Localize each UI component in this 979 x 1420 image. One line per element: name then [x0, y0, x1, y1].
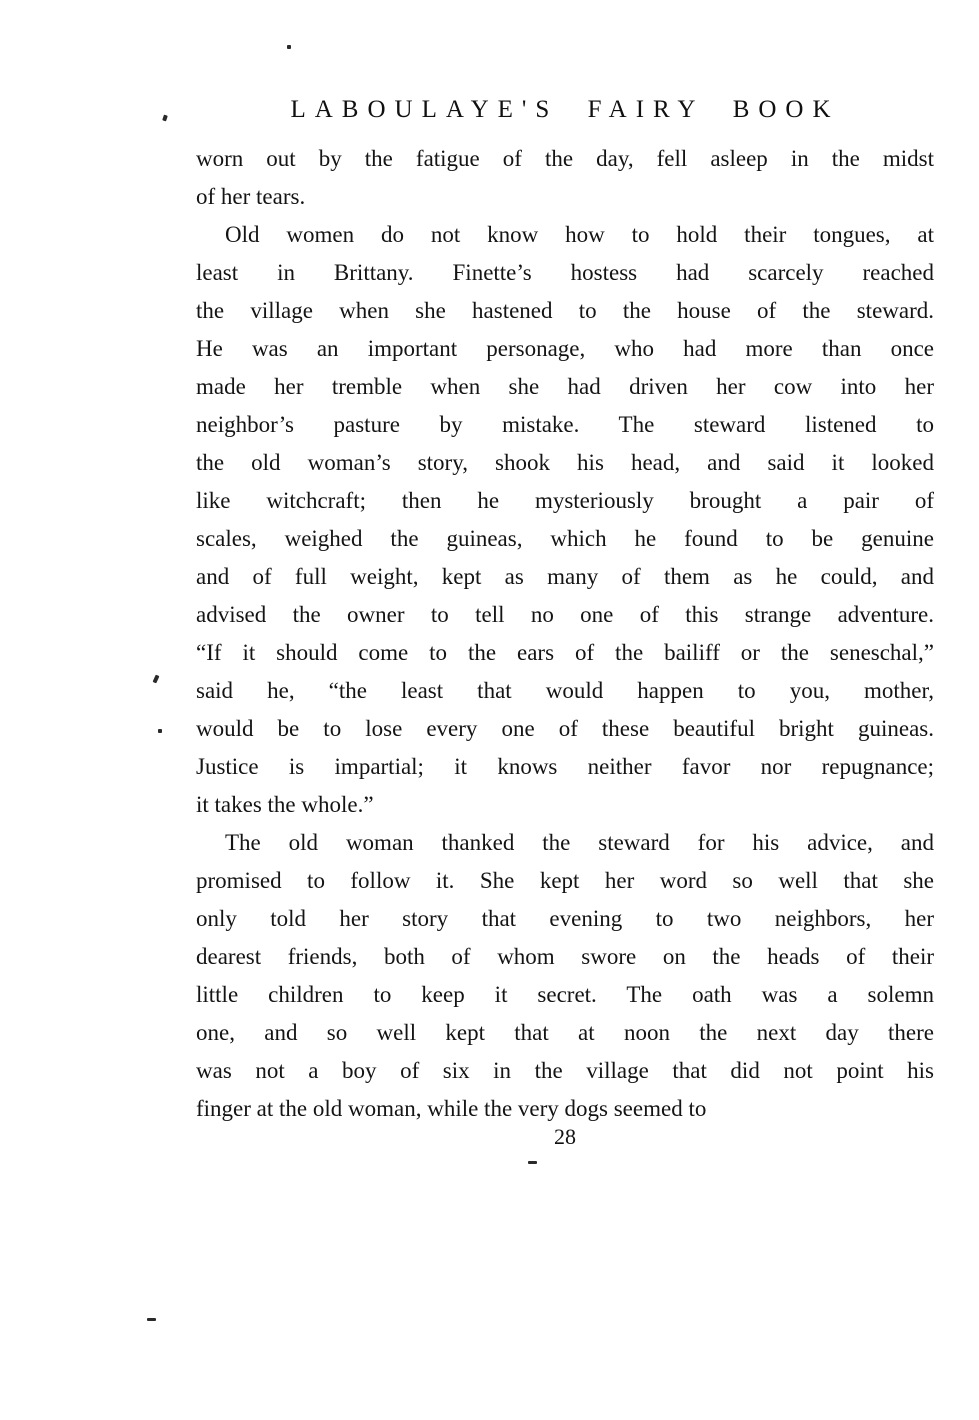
running-head: LABOULAYE'S FAIRY BOOK [290, 96, 840, 123]
text-line: neighbor’s pasture by mistake. The steward listened to [196, 412, 934, 437]
scan-speck [287, 45, 291, 49]
body-text [196, 140, 934, 1128]
text-line: least in Brittany. Finette’s hostess had scarcely reached [196, 260, 934, 285]
text-line: would be to lose every one of these beautiful bright guineas. [196, 716, 934, 741]
text-line: Justice is impartial; it knows neither favor nor repugnance; [196, 754, 934, 779]
text-line: made her tremble when she had driven her cow into her [196, 374, 934, 399]
text-line: He was an important personage, who had more than once [196, 336, 934, 361]
text-line: dearest friends, both of whom swore on the heads of their [196, 944, 934, 969]
scan-speck [153, 675, 160, 684]
text-line: promised to follow it. She kept her word so well that she [196, 868, 934, 893]
text-line: of her tears. [196, 184, 306, 209]
text-line: Old women do not know how to hold their tongues, at [225, 222, 934, 247]
text-line: advised the owner to tell no one of this strange adventure. [196, 602, 934, 627]
scan-speck [158, 729, 162, 733]
text-line: one, and so well kept that at noon the next day there [196, 1020, 934, 1045]
page-number: 28 [554, 1124, 576, 1149]
text-line: scales, weighed the guineas, which he found to be genuine [196, 526, 934, 551]
text-line: was not a boy of six in the village that did not point his [196, 1058, 934, 1083]
text-line: said he, “the least that would happen to you, mother, [196, 678, 934, 703]
scan-speck [528, 1161, 537, 1164]
text-line: only told her story that evening to two neighbors, her [196, 906, 934, 931]
text-line: it takes the whole.” [196, 792, 374, 817]
text-line: like witchcraft; then he mysteriously brought a pair of [196, 488, 934, 513]
text-line: The old woman thanked the steward for his advice, and [225, 830, 934, 855]
scan-speck [147, 1318, 156, 1321]
text-line: finger at the old woman, while the very dogs seemed to [196, 1096, 707, 1121]
text-line: “If it should come to the ears of the bailiff or the seneschal,” [196, 640, 934, 665]
text-line: the old woman’s story, shook his head, and said it looked [196, 450, 934, 475]
text-line: the village when she hastened to the house of the steward. [196, 298, 934, 323]
scan-speck [162, 115, 168, 122]
text-line: and of full weight, kept as many of them as he could, and [196, 564, 934, 589]
text-line: worn out by the fatigue of the day, fell asleep in the midst [196, 146, 934, 171]
text-line: little children to keep it secret. The oath was a solemn [196, 982, 934, 1007]
